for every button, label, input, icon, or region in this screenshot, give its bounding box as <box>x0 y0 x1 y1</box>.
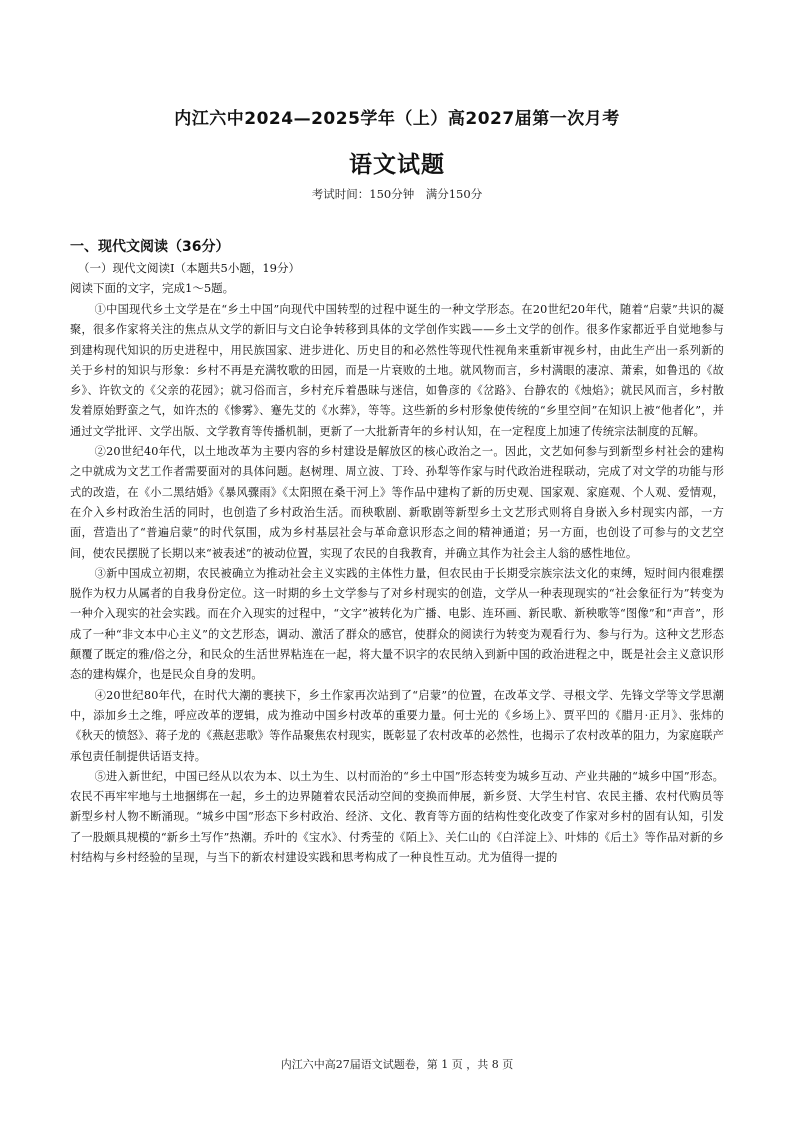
page-footer: 内江六中高27届语文试题卷，第 1 页 ，共 8 页 <box>280 1058 514 1071</box>
section-heading: 一、现代文阅读（36分） <box>70 239 230 255</box>
exam-title: 内江六中2024—2025学年（上）高2027届第一次月考 <box>174 109 620 129</box>
reading-instruction: 阅读下面的文字，完成1～5题。 <box>70 281 235 295</box>
subject-title: 语文试题 <box>349 152 445 178</box>
paragraph-1: ①中国现代乡土文学是在“乡土中国”向现代中国转型的过程中诞生的一种文学形态。在20世纪20年代，随着“启蒙”共识的凝聚，很多作家将关注的焦点从文学的新旧与文白论争转移到具体的文学创作实践——乡土文学的创作。很多作家都近乎自觉地参与到建构现代知识的历史进程中，用民族国家、进步进化、历史目的和必然性等现代性视角来重新审视乡村，由此生产出一系列新的关于乡村的知识与形象：乡村不再是充满牧歌的田园，而是一片衰败的土地。就风物而言，乡村满眼的凄凉、萧索，如鲁迅的《故乡》、许钦文的《父亲的花园》；就习俗而言，乡村充斥着愚昧与迷信，如鲁彦的《岔路》、台静农的《烛焰》；就民风而言，乡村散发着原始野蛮之气，如许杰的《惨雾》、蹇先艾的《水葬》，等等。这些新的乡村形象使传统的“乡里空间”在知识上被“他者化”，并通过文学批评、文学出版、文学教育等传播机制，更新了一大批新青年的乡村认知，在一定程度上加速了传统宗法制度的瓦解。 <box>70 303 724 438</box>
section-subheading: （一）现代文阅读Ⅰ（本题共5小题，19分） <box>78 261 300 275</box>
paragraph-3: ③新中国成立初期，农民被确立为推动社会主义实践的主体性力量，但农民由于长期受宗族宗法文化的束缚，短时间内很难摆脱作为权力从属者的自我身份定位。这一时期的乡土文学参与了对乡村现实的创造，文学从一种表现现实的“社会象征行为”转变为一种介入现实的社会实践。而在介入现实的过程中，“文字”被转化为广播、电影、连环画、新民歌、新秧歌等“图像”和“声音”，形成了一种“非文本中心主义”的文艺形态，调动、激活了群众的感官，使群众的阅读行为转变为观看行为、参与行为。这种文艺形态颠覆了既定的雅/俗之分，和民众的生活世界粘连在一起，将大量不识字的农民纳入到新中国的政治进程之中，既是社会主义意识形态的建构媒介，也是民众自身的发明。 <box>70 566 724 682</box>
reading-passage <box>70 300 724 868</box>
paragraph-2: ②20世纪40年代，以土地改革为主要内容的乡村建设是解放区的核心政治之一。因此，文艺如何参与到新型乡村社会的建构之中就成为文艺工作者需要面对的具体问题。赵树理、周立波、丁玲、孙犁等作家与时代政治进程联动，完成了对文学的功能与形式的改造，在《小二黑结婚》《暴风骤雨》《太阳照在桑干河上》等作品中建构了新的历史观、国家观、家庭观、个人观、爱情观，在介入乡村政治生活的同时，也创造了乡村政治生活。而秧歌剧、新歌剧等新型乡土文艺形式则将自身嵌入乡村现实内部，一方面，营造出了“普遍启蒙”的时代氛围，成为乡村基层社会与革命意识形态之间的精神通道；另一方面，也创设了可参与的文艺空间，使农民摆脱了长期以来“被表述”的被动位置，实现了农民的自我教育，并确立其作为社会主人翁的感性地位。 <box>70 445 724 560</box>
exam-meta: 考试时间：150分钟 满分150分 <box>311 187 483 201</box>
paragraph-4: ④20世纪80年代，在时代大潮的裹挟下，乡土作家再次站到了“启蒙”的位置，在改革文学、寻根文学、先锋文学等文学思潮中，添加乡土之维，呼应改革的逻辑，成为推动中国乡村改革的重要力量。何士光的《乡场上》、贾平凹的《腊月·正月》、张炜的《秋天的愤怒》、蒋子龙的《燕赵悲歌》等作品聚焦农村现实，既彰显了农村改革的必然性，也揭示了农村改革的阻力，为家庭联产承包责任制提供话语支持。 <box>70 688 724 763</box>
paragraph-5: ⑤进入新世纪，中国已经从以农为本、以土为生、以村而治的“乡土中国”形态转变为城乡互动、产业共融的“城乡中国”形态。农民不再牢牢地与土地捆绑在一起，乡土的边界随着农民活动空间的变换而伸展，新乡贤、大学生村官、农民主播、农村代购员等新型乡村人物不断涌现。“城乡中国”形态下乡村政治、经济、文化、教育等方面的结构性变化改变了作家对乡村的固有认知，引发了一股颇具规模的“新乡土写作”热潮。乔叶的《宝水》、付秀莹的《陌上》、关仁山的《白洋淀上》、叶炜的《后土》等作品对新的乡村结构与乡村经验的呈现，与当下的新农村建设实践和思考构成了一种良性互动。尤为值得一提的 <box>70 769 724 865</box>
